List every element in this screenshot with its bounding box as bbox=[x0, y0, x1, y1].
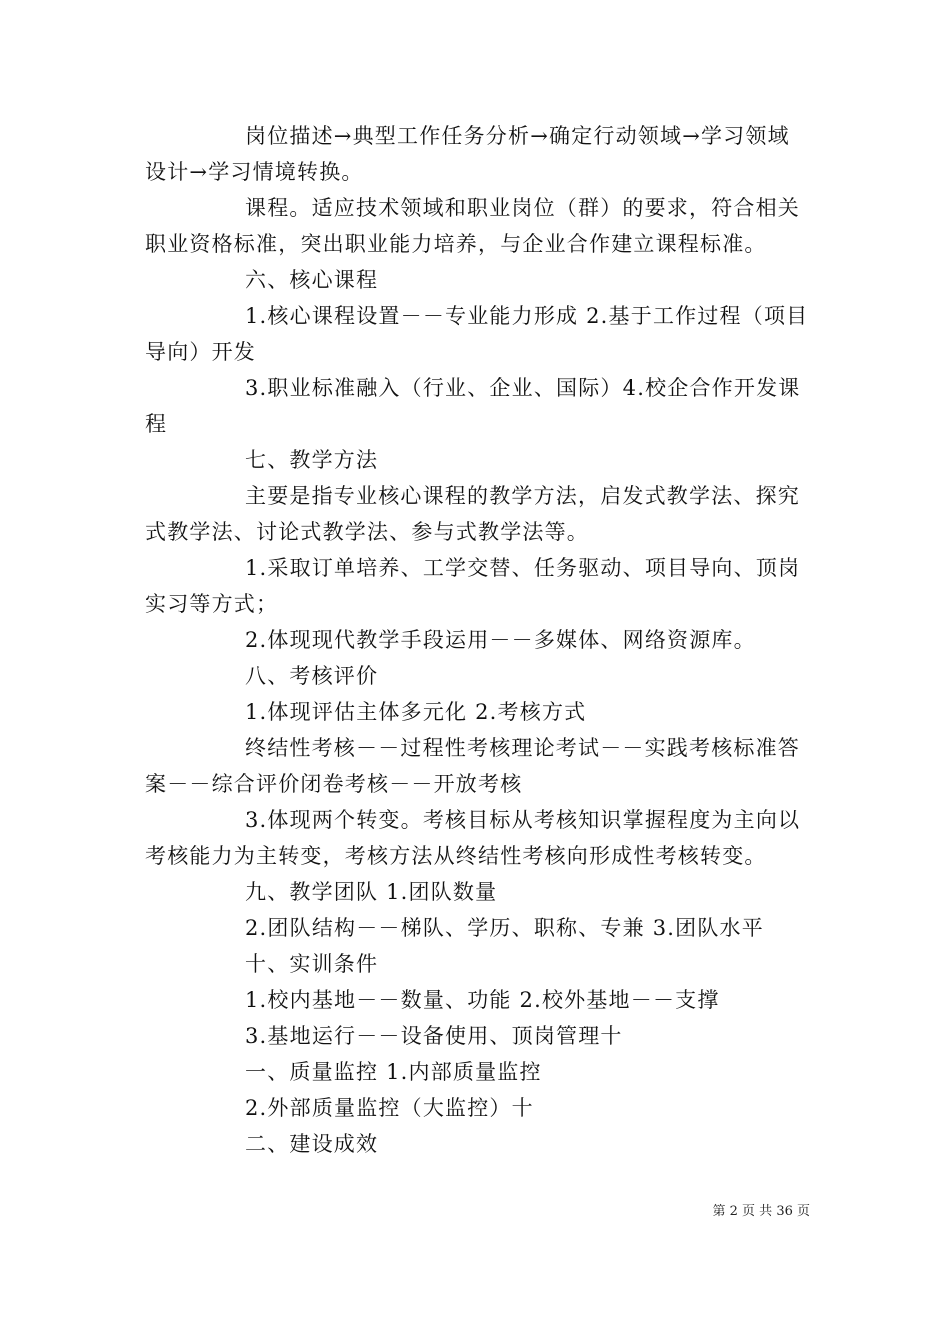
document-body bbox=[145, 118, 810, 1162]
heading-core-courses: 六、核心课程 bbox=[245, 268, 379, 292]
heading-teaching-team: 九、教学团队 1.团队数量 bbox=[245, 880, 498, 904]
paragraph-quality-monitoring-1: 一、质量监控 1.内部质量监控 bbox=[245, 1060, 542, 1084]
paragraph-assessment-3: 3.体现两个转变。考核目标从考核知识掌握程度为主向以考核能力为主转变，考核方法从终结性考核向形成性考核转变。 bbox=[145, 808, 801, 868]
paragraph-quality-monitoring-2: 2.外部质量监控（大监控）十 bbox=[245, 1096, 534, 1120]
page-number-footer: 第 2 页 共 36 页 bbox=[712, 1204, 810, 1219]
heading-assessment: 八、考核评价 bbox=[245, 664, 379, 688]
heading-training-conditions: 十、实训条件 bbox=[245, 952, 379, 976]
paragraph-course-standard: 课程。适应技术领域和职业岗位（群）的要求，符合相关职业资格标准，突出职业能力培养，与企业合作建立课程标准。 bbox=[145, 196, 800, 256]
paragraph-training-conditions-2: 3.基地运行－－设备使用、顶岗管理十 bbox=[245, 1024, 623, 1048]
paragraph-teaching-methods-2: 2.体现现代教学手段运用－－多媒体、网络资源库。 bbox=[245, 628, 756, 652]
paragraph-assessment-2: 终结性考核－－过程性考核理论考试－－实践考核标准答案－－综合评价闭卷考核－－开放考核 bbox=[145, 736, 800, 796]
paragraph-workflow: 岗位描述→典型工作任务分析→确定行动领域→学习领域设计→学习情境转换。 bbox=[145, 124, 790, 184]
paragraph-core-courses-2: 3.职业标准融入（行业、企业、国际）4.校企合作开发课程 bbox=[145, 376, 801, 436]
paragraph-training-conditions-1: 1.校内基地－－数量、功能 2.校外基地－－支撑 bbox=[245, 988, 720, 1012]
paragraph-teaching-methods-1: 1.采取订单培养、工学交替、任务驱动、项目导向、顶岗实习等方式； bbox=[145, 556, 801, 616]
heading-teaching-methods: 七、教学方法 bbox=[245, 448, 379, 472]
heading-results: 二、建设成效 bbox=[245, 1132, 379, 1156]
paragraph-teaching-team: 2.团队结构－－梯队、学历、职称、专兼 3.团队水平 bbox=[245, 916, 764, 940]
paragraph-assessment-1: 1.体现评估主体多元化 2.考核方式 bbox=[245, 700, 587, 724]
paragraph-core-courses-1: 1.核心课程设置－－专业能力形成 2.基于工作过程（项目导向）开发 bbox=[145, 304, 809, 364]
paragraph-teaching-methods: 主要是指专业核心课程的教学方法，启发式教学法、探究式教学法、讨论式教学法、参与式教学法等。 bbox=[145, 484, 800, 544]
